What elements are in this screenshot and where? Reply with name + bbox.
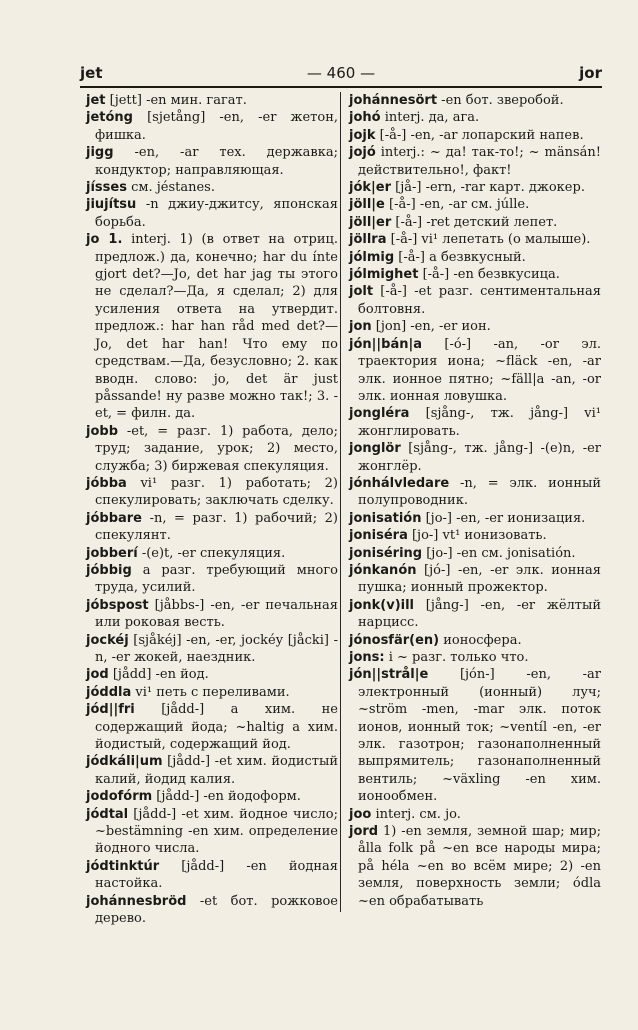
entry-headword: jódtal xyxy=(86,806,129,822)
entry-definition: -n джиу-джитсу, японская борьба. xyxy=(95,197,338,230)
entry-headword: jojó xyxy=(349,145,376,161)
entry-headword: jóddla xyxy=(86,684,132,700)
entry-headword: jobberí xyxy=(86,545,138,561)
entry-headword: jons: xyxy=(349,650,385,665)
entry-definition: [-å-] -et разг. сентиментальная болтовня. xyxy=(358,284,601,317)
entry-headword: jólmighet xyxy=(349,267,419,283)
entry-headword: joo xyxy=(349,806,372,822)
dictionary-entry xyxy=(86,92,338,109)
entry-definition: i ~ разг. только что. xyxy=(384,650,529,665)
header-rule xyxy=(80,86,602,88)
entry-headword: jóbspost xyxy=(86,597,149,613)
entry-definition: [sjång-, тж. jång-] vi¹ жонглировать. xyxy=(358,406,601,439)
dictionary-entry xyxy=(86,632,338,667)
left-column xyxy=(86,92,338,928)
entry-definition: [-å-] -en безвкусица. xyxy=(418,267,560,283)
entry-headword: jódkáli|um xyxy=(86,754,163,770)
dictionary-entry xyxy=(86,684,338,701)
entry-headword: jöll|e xyxy=(349,197,385,213)
entry-headword: jóbbig xyxy=(86,562,132,578)
entry-headword: jöll|er xyxy=(349,214,392,230)
dictionary-entry xyxy=(86,231,338,422)
entry-definition: [jådd-] -et хим. йодистый калий, йодид калия. xyxy=(95,754,338,787)
dictionary-entry xyxy=(349,318,601,335)
page-number: — 460 — xyxy=(306,64,376,82)
dictionary-entry xyxy=(86,510,338,545)
entry-definition: [jo-] vt¹ ионизовать. xyxy=(407,528,547,544)
entry-headword: johánnesbröd xyxy=(86,893,187,909)
entry-headword: jöllra xyxy=(349,232,387,248)
dictionary-entry xyxy=(349,109,601,126)
entry-definition: interj.: ~ да! так-то!; ~ mänsán! действительно!, факт! xyxy=(358,145,601,178)
dictionary-entry xyxy=(86,196,338,231)
dictionary-entry xyxy=(86,144,338,179)
entry-headword: jón||strål|e xyxy=(349,667,429,683)
entry-headword: jon xyxy=(349,319,372,335)
entry-definition: ионосфера. xyxy=(439,632,522,648)
dictionary-entry xyxy=(349,806,601,823)
dictionary-entry xyxy=(349,649,601,666)
entry-definition: [sjetång] -en, -er жетон, фишка. xyxy=(95,110,338,143)
dictionary-entry xyxy=(86,753,338,788)
entry-definition: [jó-] -en, -er элк. ионная пушка; ионный прожектор. xyxy=(358,562,601,596)
entry-definition: interj. см. jo. xyxy=(371,806,461,822)
dictionary-entry xyxy=(349,405,601,440)
dictionary-entry xyxy=(349,144,601,179)
entry-headword: jísses xyxy=(86,180,127,196)
entry-definition: -n, = разг. 1) рабочий; 2) спекулянт. xyxy=(95,510,338,544)
entry-definition: [jo-] -en см. jonisatión. xyxy=(422,545,576,561)
entry-headword: jord xyxy=(349,824,379,840)
entry-headword: johánnesört xyxy=(349,93,438,108)
dictionary-entry xyxy=(349,545,601,562)
dictionary-entry xyxy=(349,597,601,632)
entry-definition: см. jéstanes. xyxy=(126,180,215,196)
entry-definition: [jon] -en, -er ион. xyxy=(371,319,491,335)
entry-definition: [-å-] -ret детский лепет. xyxy=(391,214,558,230)
entry-headword: jodofórm xyxy=(86,789,153,805)
entry-definition: [sjång-, тж. jång-] -(e)n, -er жонглёр. xyxy=(358,441,601,474)
entry-headword: jongléra xyxy=(349,406,410,422)
entry-headword: jód||fri xyxy=(86,702,135,718)
entry-headword: jódtinktúr xyxy=(86,858,160,874)
entry-headword: jo 1. xyxy=(86,232,123,248)
entry-definition: -(e)t, -er спекуляция. xyxy=(137,545,286,561)
dictionary-entry xyxy=(349,562,601,597)
entry-headword: jolt xyxy=(349,284,374,300)
entry-headword: jod xyxy=(86,667,109,683)
entry-definition: -en, -ar тех. державка; кондуктор; направляющая. xyxy=(95,145,338,178)
dictionary-entry xyxy=(349,632,601,649)
dictionary-entry xyxy=(349,127,601,144)
entry-definition: interj. да, ага. xyxy=(380,110,480,126)
column-divider xyxy=(340,92,341,912)
entry-headword: joniséring xyxy=(349,545,423,561)
entry-headword: jigg xyxy=(86,145,114,161)
dictionary-entry xyxy=(349,214,601,231)
entry-definition: [jett] -en мин. гагат. xyxy=(105,93,247,108)
dictionary-entry xyxy=(349,266,601,283)
entry-headword: johó xyxy=(349,110,381,126)
entry-headword: jonisatión xyxy=(349,510,422,526)
dictionary-entry xyxy=(349,249,601,266)
dictionary-entry xyxy=(349,510,601,527)
entry-definition: [-å-] -en, -ar см. júlle. xyxy=(384,197,530,213)
dictionary-entry xyxy=(349,527,601,544)
entry-headword: jet xyxy=(86,93,106,108)
entry-definition: -et, = разг. 1) работа, дело; труд; задание, урок; 2) место, служба; 3) биржевая спекуляция. xyxy=(95,423,338,474)
entry-definition: [-ó-] -an, -or эл. траектория иона; ~fläck -en, -ar элк. ионное пятно; ~fäll|a -an, -or элк. ионная ловушка. xyxy=(358,336,601,404)
entry-definition: [jå-] -ern, -rar карт. джокер. xyxy=(391,180,585,196)
dictionary-entry xyxy=(86,423,338,475)
entry-headword: jólmig xyxy=(349,249,395,265)
entry-headword: jetóng xyxy=(86,110,133,126)
entry-headword: jók|er xyxy=(349,180,392,196)
running-header xyxy=(80,64,602,84)
entry-headword: jóbbare xyxy=(86,510,142,526)
dictionary-entry xyxy=(349,666,601,805)
dictionary-entry xyxy=(86,597,338,632)
header-right-guideword: jor xyxy=(579,64,602,82)
dictionary-entry xyxy=(86,545,338,562)
entry-definition: a разг. требующий много труда, усилий. xyxy=(95,562,338,596)
entry-definition: [jådd-] -en йодоформ. xyxy=(152,789,301,805)
dictionary-entry xyxy=(86,788,338,805)
entry-definition: 1) -en земля, земной шар; мир; ålla folk på ~en все народы мира; på héla ~en во всём мире; 2) -en земля, поверхность земли; ódla ~en обрабатывать xyxy=(358,824,601,909)
entry-headword: jonglör xyxy=(349,441,401,457)
dictionary-entry xyxy=(86,893,338,928)
dictionary-entry xyxy=(349,92,601,109)
entry-definition: -n, = элк. ионный полупроводник. xyxy=(358,475,601,509)
dictionary-entry xyxy=(349,179,601,196)
entry-definition: -en бот. зверобой. xyxy=(437,93,564,108)
entry-headword: jockéj xyxy=(86,632,129,648)
entry-definition: [jådd-] -en йодная настойка. xyxy=(95,858,338,892)
dictionary-entry xyxy=(349,283,601,318)
dictionary-entry xyxy=(349,336,601,406)
dictionary-entry xyxy=(86,179,338,196)
entry-definition: [jón-] -en, -ar электронный (ионный) луч; ~ström -men, -mar элк. поток ионов, ионный ток; ~ventíl -en, -er элк. газотрон; газонаполненный выпрямитель; газонаполненный вентиль; ~växling -en хим. ионообмен. xyxy=(358,667,601,805)
dictionary-entry xyxy=(86,666,338,683)
entry-headword: jónosfär(en) xyxy=(349,632,440,648)
entry-definition: [jåbbs-] -en, -er печальная или роковая весть. xyxy=(95,597,338,631)
dictionary-entry xyxy=(349,196,601,213)
entry-headword: jiujítsu xyxy=(86,197,137,213)
entry-definition: [sjåkéj] -en, -er, jockéy [jåcki] -n, -er жокей, наездник. xyxy=(95,632,338,665)
entry-definition: [jådd] -en йод. xyxy=(108,667,209,683)
entry-headword: jobb xyxy=(86,423,118,439)
entry-definition: [-å-] vi¹ лепетать (о малыше). xyxy=(386,232,591,248)
dictionary-entry xyxy=(349,231,601,248)
entry-headword: jonk(v)ill xyxy=(349,597,415,613)
entry-headword: jóbba xyxy=(86,475,127,491)
dictionary-entry xyxy=(349,440,601,475)
entry-definition: vi¹ петь с переливами. xyxy=(131,684,290,700)
right-column xyxy=(349,92,601,910)
entry-definition: [jådd-] -et хим. йодное число; ~bestämning -en хим. определение йодного числа. xyxy=(95,806,338,857)
dictionary-entry xyxy=(86,562,338,597)
entry-definition: vi¹ разг. 1) работать; 2) спекулировать; заключать сделку. xyxy=(95,475,338,509)
dictionary-entry xyxy=(86,858,338,893)
entry-headword: jónhálvledare xyxy=(349,475,450,491)
header-left-guideword: jet xyxy=(80,64,103,82)
dictionary-entry xyxy=(86,475,338,510)
dictionary-entry xyxy=(349,823,601,910)
dictionary-entry xyxy=(86,701,338,753)
dictionary-entry xyxy=(349,475,601,510)
entry-headword: jón||bán|a xyxy=(349,336,422,352)
entry-definition: [jo-] -en, -er ионизация. xyxy=(421,510,586,526)
entry-headword: jónkanón xyxy=(349,562,417,578)
dictionary-entry xyxy=(86,109,338,144)
entry-definition: [-å-] -en, -ar лопарский напев. xyxy=(375,127,584,143)
entry-definition: [jådd-] a хим. не содержащий йода; ~haltig a хим. йодистый, содержащий йод. xyxy=(95,702,338,753)
dictionary-entry xyxy=(86,806,338,858)
entry-definition: [jång-] -en, -er жёлтый нарцисс. xyxy=(358,597,601,631)
entry-headword: jojk xyxy=(349,127,376,143)
entry-definition: -et бот. рожковое дерево. xyxy=(95,893,338,927)
entry-headword: joniséra xyxy=(349,528,408,544)
entry-definition: interj. 1) (в ответ на отриц. предлож.) да, конечно; har du ínte gjort det?—Jo, det har jag ты этого не сделал?—Да, я сделал; 2) для усиления ответа на утвердит. предлож.: har han råd med det?—Jo, det har han! Что ему по средствам.—Да, безусловно; 2. как вводн. слово: jo, det är just påssande! ну разве можно так!; 3. -et, = филн. да. xyxy=(95,232,338,422)
entry-definition: [-å-] a безвкусный. xyxy=(394,249,526,265)
